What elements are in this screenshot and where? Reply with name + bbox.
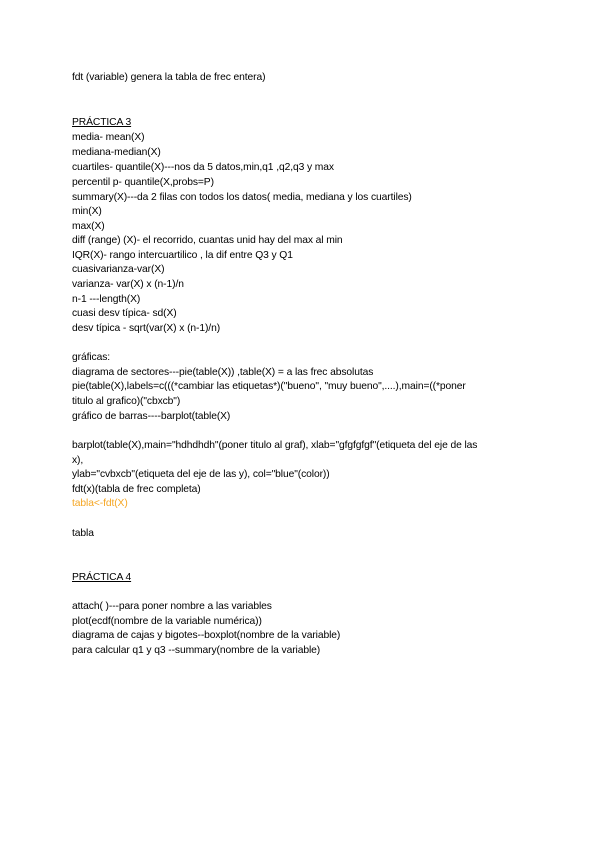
text-line: percentil p- quantile(X,probs=P) — [72, 177, 214, 188]
text-line: titulo al grafico)("cbxcb") — [72, 396, 181, 407]
text-line: fdt(x)(tabla de frec completa) — [72, 484, 201, 495]
highlighted-code-line: tabla<-fdt(X) — [72, 498, 128, 509]
text-line: diagrama de sectores---pie(table(X)) ,table(X) = a las frec absolutas — [72, 367, 374, 378]
text-line: n-1 ---length(X) — [72, 294, 141, 305]
text-line: tabla — [72, 528, 94, 539]
text-line: cuartiles- quantile(X)---nos da 5 datos,min,q1 ,q2,q3 y max — [72, 162, 334, 173]
text-line: barplot(table(X),main="hdhdhdh"(poner titulo al graf), xlab="gfgfgfgf"(etiqueta del eje de las — [72, 440, 478, 451]
text-line: cuasivarianza-var(X) — [72, 264, 165, 275]
text-line: plot(ecdf(nombre de la variable numérica)) — [72, 616, 262, 627]
text-line: cuasi desv típica- sd(X) — [72, 308, 177, 319]
text-line: varianza- var(X) x (n-1)/n — [72, 279, 184, 290]
section-heading-practica-4: PRÁCTICA 4 — [72, 572, 132, 583]
text-line: gráfico de barras----barplot(table(X) — [72, 411, 231, 422]
text-line: pie(table(X),labels=c(((*cambiar las etiquetas*)("bueno", "muy bueno",....),main=((*poner — [72, 381, 466, 392]
text-line: min(X) — [72, 206, 102, 217]
text-line: attach( )---para poner nombre a las variables — [72, 601, 272, 612]
section-heading-practica-3: PRÁCTICA 3 — [72, 117, 132, 128]
text-line: media- mean(X) — [72, 132, 145, 143]
text-line: max(X) — [72, 221, 105, 232]
intro-line: fdt (variable) genera la tabla de frec entera) — [72, 72, 266, 83]
text-line: x), — [72, 455, 84, 466]
text-line: diagrama de cajas y bigotes--boxplot(nombre de la variable) — [72, 630, 341, 641]
text-line: ylab="cvbxcb"(etiqueta del eje de las y), col="blue"(color)) — [72, 469, 330, 480]
text-line: gráficas: — [72, 352, 111, 363]
text-line: IQR(X)- rango intercuartilico , la dif entre Q3 y Q1 — [72, 250, 293, 261]
text-line: diff (range) (X)- el recorrido, cuantas unid hay del max al min — [72, 235, 343, 246]
text-line: mediana-median(X) — [72, 147, 161, 158]
text-line: desv típica - sqrt(var(X) x (n-1)/n) — [72, 323, 221, 334]
text-line: summary(X)---da 2 filas con todos los datos( media, mediana y los cuartiles) — [72, 192, 412, 203]
text-line: para calcular q1 y q3 --summary(nombre de la variable) — [72, 645, 321, 656]
